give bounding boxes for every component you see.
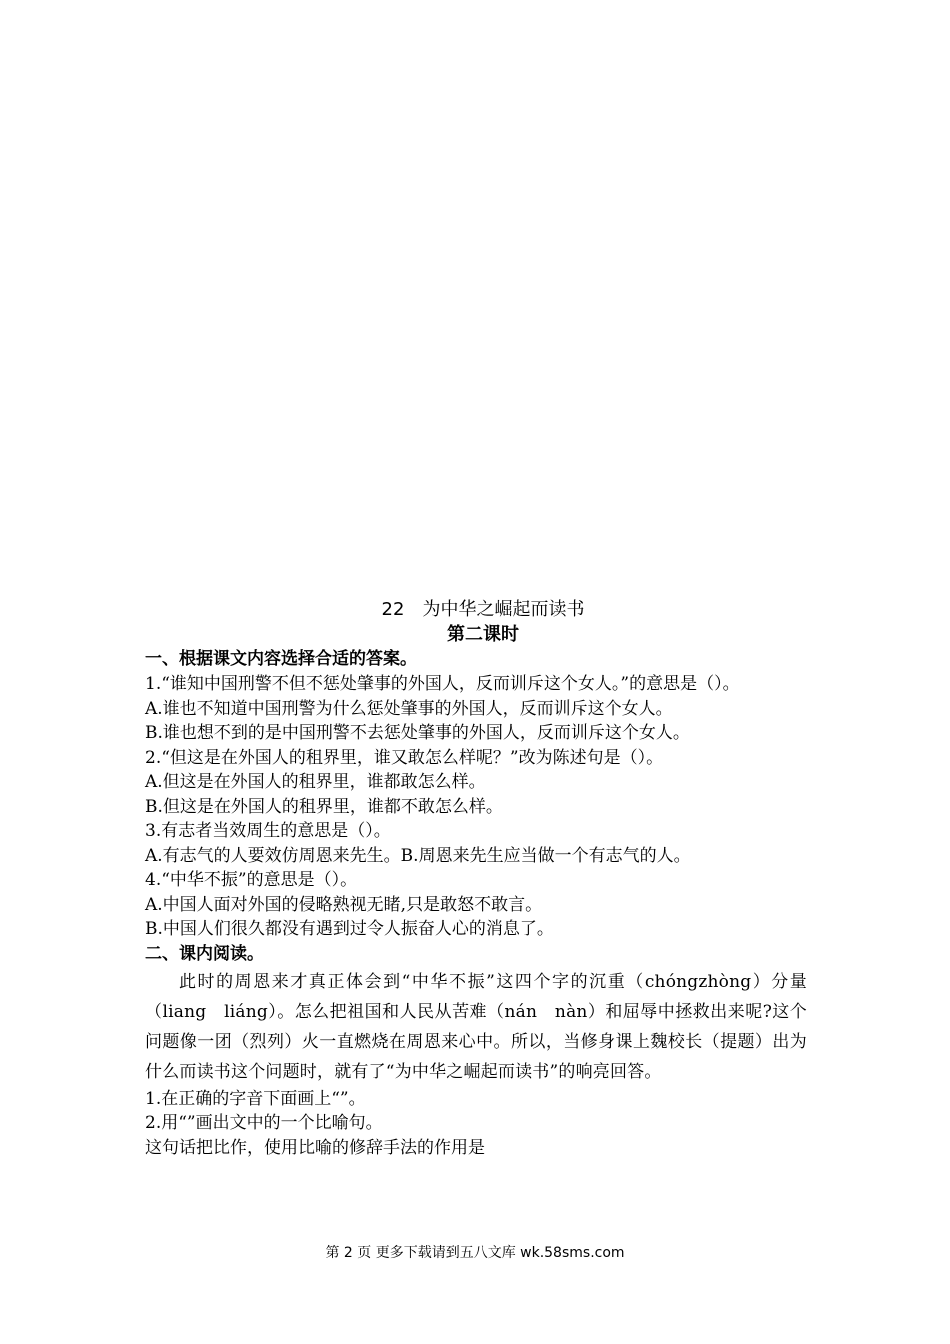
lesson-title: 22 为中华之崛起而读书 bbox=[381, 599, 585, 620]
reading-question-2-followup: 这句话把比作，使用比喻的修辞手法的作用是 bbox=[145, 1137, 485, 1158]
question-3: 3.有志者当效周生的意思是（）。 bbox=[145, 821, 391, 841]
question-1-option-a: A.谁也不知道中国刑警为什么惩处肇事的外国人，反而训斥这个女人。 bbox=[145, 698, 673, 719]
section-1-heading: 一、根据课文内容选择合适的答案。 bbox=[145, 649, 417, 669]
question-2-option-a: A.但这是在外国人的租界里，谁都敢怎么样。 bbox=[145, 772, 486, 792]
reading-question-1: 1.在正确的字音下面画上“”。 bbox=[145, 1088, 366, 1109]
lesson-subtitle: 第二课时 bbox=[447, 624, 519, 645]
section-2-heading: 二、课内阅读。 bbox=[145, 943, 264, 964]
question-4-option-a: A.中国人面对外国的侵略熟视无睹,只是敢怒不敢言。 bbox=[145, 894, 543, 915]
document-content bbox=[145, 597, 807, 1160]
question-1: 1.“谁知中国刑警不但不惩处肇事的外国人，反而训斥这个女人。”的意思是（）。 bbox=[145, 674, 740, 694]
reading-passage: 此时的周恩来才真正体会到“中华不振”这四个字的沉重（chóngzhòng）分量（liang liáng）。怎么把祖国和人民从苦难（nán nàn）和屈辱中拯救出来呢?这个问题像一团（烈列）火一直燃烧在周恩来心中。所以，当修身课上魏校长（提题）出为什么而读书这个问题时，就有了“为中华之崛起而读书”的响亮回答。 bbox=[145, 971, 807, 1082]
question-4-option-b: B.中国人们很久都没有遇到过令人振奋人心的消息了。 bbox=[145, 919, 554, 939]
reading-question-2: 2.用“”画出文中的一个比喻句。 bbox=[145, 1113, 383, 1133]
question-4: 4.“中华不振”的意思是（）。 bbox=[145, 870, 358, 890]
question-1-option-b: B.谁也想不到的是中国刑警不去惩处肇事的外国人，反而训斥这个女人。 bbox=[145, 723, 690, 743]
question-3-options: A.有志气的人要效仿周恩来先生。B.周恩来先生应当做一个有志气的人。 bbox=[145, 845, 691, 866]
question-2-option-b: B.但这是在外国人的租界里，谁都不敢怎么样。 bbox=[145, 796, 503, 817]
page-footer: 第 2 页 更多下载请到五八文库 wk.58sms.com bbox=[325, 1245, 625, 1261]
question-2: 2.“但这是在外国人的租界里，谁又敢怎么样呢？”改为陈述句是（）。 bbox=[145, 747, 664, 768]
